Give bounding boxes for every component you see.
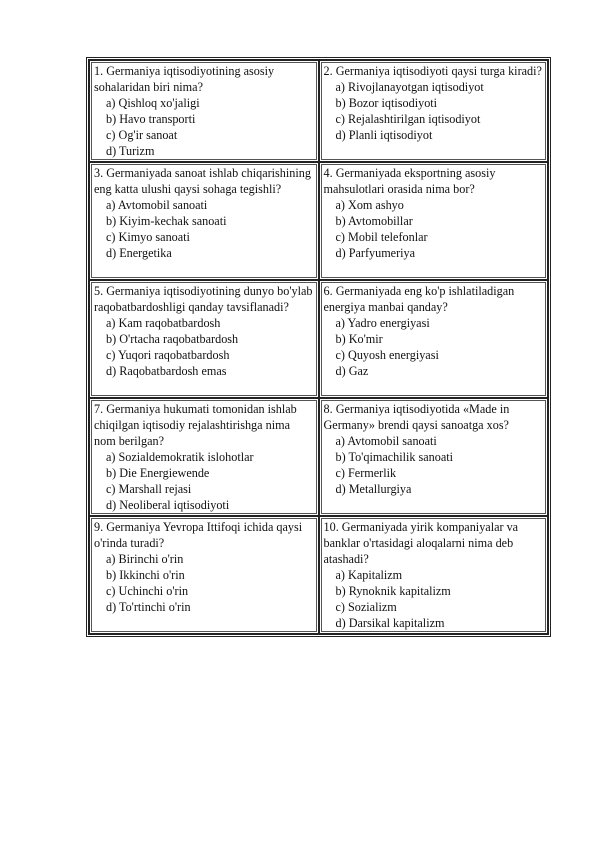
answer-option: d) Gaz: [335, 364, 369, 378]
answer-option: d) To'rtinchi o'rin: [106, 600, 191, 614]
answer-option: c) Fermerlik: [335, 466, 397, 480]
answer-option: c) Mobil telefonlar: [335, 230, 428, 244]
answer-option: a) Rivojlanayotgan iqtisodiyot: [335, 80, 484, 94]
answer-option: c) Uchinchi o'rin: [106, 584, 189, 598]
answer-option: c) Kimyo sanoati: [106, 230, 190, 244]
answer-option: d) Energetika: [106, 246, 172, 260]
answer-option: a) Avtomobil sanoati: [335, 434, 437, 448]
question-cell: [89, 516, 319, 634]
answer-option: b) Kiyim-kechak sanoati: [106, 214, 227, 228]
answer-option: b) Avtomobillar: [335, 214, 413, 228]
question-text: 2. Germaniya iqtisodiyoti qaysi turga kiradi?: [323, 64, 542, 78]
answer-option: b) Rynoknik kapitalizm: [335, 584, 451, 598]
answer-option: b) Ko'mir: [335, 332, 383, 346]
question-text: 6. Germaniyada eng ko'p ishlatiladigan energiya manbai qanday?: [323, 284, 515, 314]
answer-option: c) Rejalashtirilgan iqtisodiyot: [335, 112, 481, 126]
answer-option: d) Neoliberal iqtisodiyoti: [106, 498, 230, 512]
question-text: 3. Germaniyada sanoat ishlab chiqarishining eng katta ulushi qaysi sohaga tegishli?: [94, 166, 311, 196]
question-text: 4. Germaniyada eksportning asosiy mahsulotlari orasida nima bor?: [323, 166, 496, 196]
question-cell: [319, 516, 549, 634]
question-cell: [89, 60, 319, 162]
quiz-row: [89, 398, 548, 516]
question-text: 5. Germaniya iqtisodiyotining dunyo bo'ylab raqobatbardoshligi qanday tavsiflanadi?: [94, 284, 313, 314]
answer-option: c) Marshall rejasi: [106, 482, 192, 496]
answer-option: d) Raqobatbardosh emas: [106, 364, 227, 378]
question-cell: [89, 398, 319, 516]
answer-option: d) Planli iqtisodiyot: [335, 128, 433, 142]
quiz-row: [89, 60, 548, 162]
answer-option: b) To'qimachilik sanoati: [335, 450, 454, 464]
question-cell: [319, 280, 549, 398]
answer-option: a) Xom ashyo: [335, 198, 404, 212]
question-text: 8. Germaniya iqtisodiyotida «Made in Germany» brendi qaysi sanoatga xos?: [323, 402, 510, 432]
answer-option: c) Og'ir sanoat: [106, 128, 178, 142]
answer-option: b) Havo transporti: [106, 112, 196, 126]
question-text: 10. Germaniyada yirik kompaniyalar va banklar o'rtasidagi aloqalarni nima deb atashadi?: [323, 520, 519, 566]
question-text: 9. Germaniya Yevropa Ittifoqi ichida qaysi o'rinda turadi?: [94, 520, 303, 550]
question-cell: [319, 60, 549, 162]
quiz-row: [89, 516, 548, 634]
answer-option: b) Die Energiewende: [106, 466, 210, 480]
answer-option: d) Darsikal kapitalizm: [335, 616, 445, 630]
question-cell: [319, 398, 549, 516]
answer-option: a) Kam raqobatbardosh: [106, 316, 221, 330]
answer-option: b) Ikkinchi o'rin: [106, 568, 185, 582]
answer-option: d) Turizm: [106, 144, 155, 158]
answer-option: a) Yadro energiyasi: [335, 316, 430, 330]
question-text: 1. Germaniya iqtisodiyotining asosiy sohalaridan biri nima?: [94, 64, 275, 94]
answer-option: a) Sozialdemokratik islohotlar: [106, 450, 254, 464]
question-cell: [89, 162, 319, 280]
answer-option: d) Parfyumeriya: [335, 246, 416, 260]
question-cell: [319, 162, 549, 280]
question-text: 7. Germaniya hukumati tomonidan ishlab chiqilgan iqtisodiy rejalashtirishga nima nom berilgan?: [94, 402, 297, 448]
answer-option: b) O'rtacha raqobatbardosh: [106, 332, 239, 346]
quiz-row: [89, 162, 548, 280]
quiz-table-body: [89, 60, 548, 634]
answer-option: c) Yuqori raqobatbardosh: [106, 348, 230, 362]
answer-option: c) Quyosh energiyasi: [335, 348, 439, 362]
answer-option: a) Birinchi o'rin: [106, 552, 184, 566]
answer-option: a) Avtomobil sanoati: [106, 198, 208, 212]
quiz-row: [89, 280, 548, 398]
answer-option: c) Sozializm: [335, 600, 397, 614]
quiz-table: [86, 57, 551, 637]
answer-option: a) Kapitalizm: [335, 568, 403, 582]
answer-option: b) Bozor iqtisodiyoti: [335, 96, 438, 110]
answer-option: a) Qishloq xo'jaligi: [106, 96, 200, 110]
answer-option: d) Metallurgiya: [335, 482, 412, 496]
question-cell: [89, 280, 319, 398]
